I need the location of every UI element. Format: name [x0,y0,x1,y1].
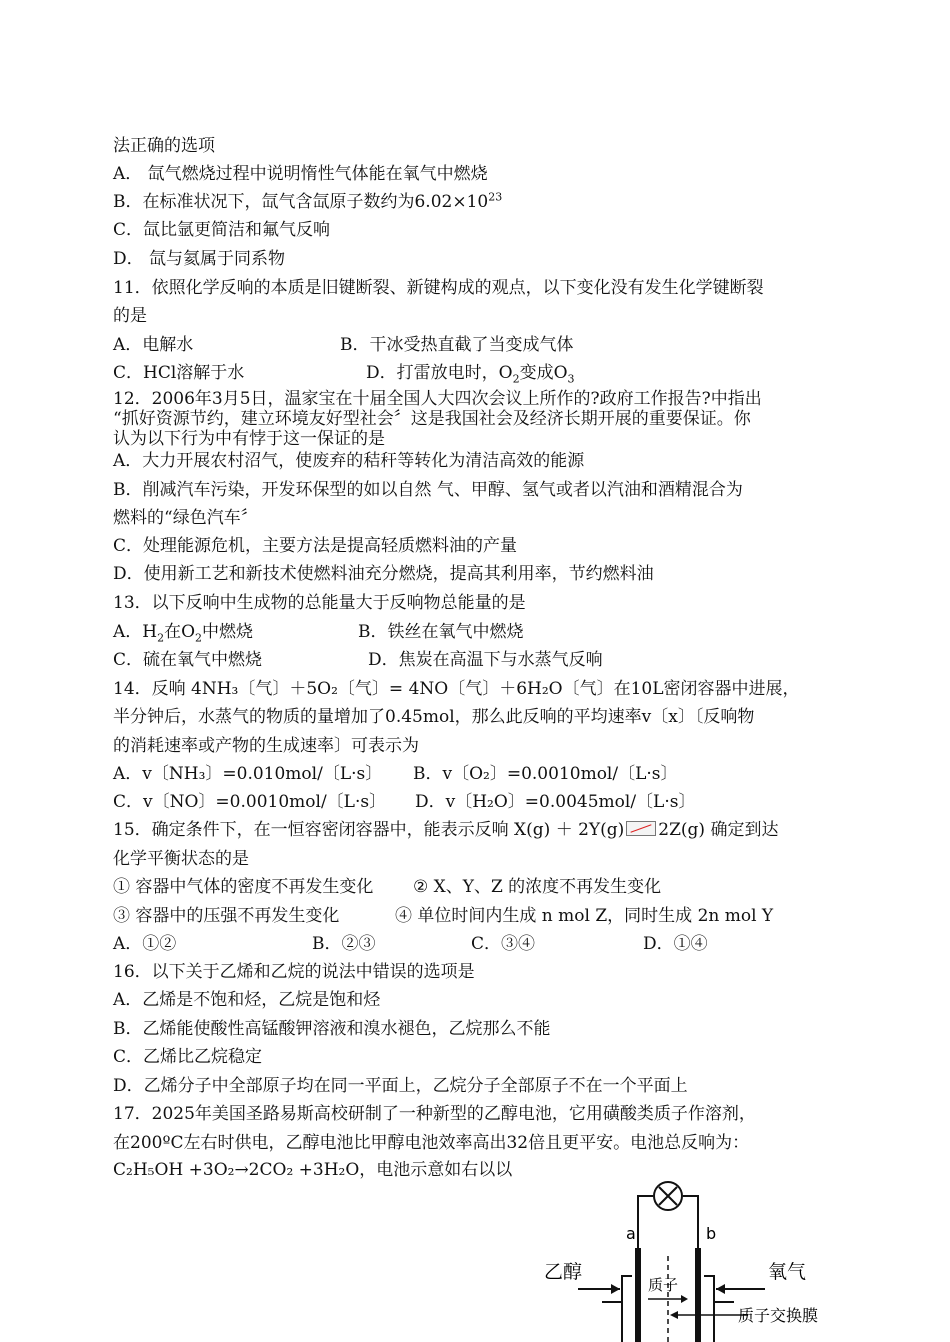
q12-stem: 12．2006年3月5日，温家宝在十届全国人大四次会议上所作的?政府工作报告?中指出 [113,389,762,409]
q14-option-a: A．v〔NH₃〕=0.010mol/〔L·s〕 [113,764,383,784]
q15-option-d: D．①④ [643,934,708,954]
q13-stem: 13．以下反响中生成物的总能量大于反响物总能量的是 [113,593,526,613]
q17-stem: 17．2025年美国圣路易斯高校研制了一种新型的乙醇电池，它用磺酸类质子作溶剂， [113,1104,756,1124]
proton-label: 质子 [648,1276,679,1294]
q15-condition-4: ④ 单位时间内生成 n mol Z，同时生成 2n mol Y [395,906,774,926]
q15-option-a: A．①② [113,934,177,954]
q11-options-ab [113,335,574,355]
q12-stem-cont1: “抓好资源节约，建立环境友好型社会〞这是我国社会及经济长期开展的重要保证。你 [113,409,751,429]
q11-option-d: D．打雷放电时，$O_2$变成$O_3$ [366,363,575,386]
q12-option-b: B．削减汽车污染，开发环保型的如以自然 气、甲醇、氢气或者以汽油和酒精混合为 [113,480,743,500]
membrane-label: 质子交换膜 [738,1306,819,1325]
q15-options [113,934,708,954]
membrane-pointer-head [670,1311,678,1319]
lamp-icon [654,1182,682,1210]
q15-option-c: C．③④ [471,934,536,954]
q15-condition-1: ① 容器中气体的密度不再发生变化 [113,877,374,897]
q10-stem-end: 法正确的选项 [113,136,215,156]
q12-stem-cont2: 认为以下行为中有悖于这一保证的是 [113,429,385,449]
q10-option-b: B．在标准状况下，氙气含氙原子数约为$6.02\times 10^{23}$ [113,190,503,212]
q15-condition-2: ② X、Y、Z 的浓度不再发生变化 [413,877,662,897]
q17-stem-cont2: C₂H₅OH +3O₂→2CO₂ +3H₂O，电池示意如右以以 [113,1160,513,1180]
q16-stem: 16．以下关于乙烯和乙烷的说法中错误的选项是 [113,962,475,982]
electrode-b-label: b [706,1224,717,1243]
q12-option-d: D．使用新工艺和新技术使燃料油充分燃烧，提高其利用率，节约燃料油 [113,564,654,584]
q13-option-b: B．铁丝在氧气中燃烧 [358,622,524,642]
electrode-a [635,1248,641,1342]
q15-stem: 15．确定条件下，在一恒容密闭容器中，能表示反响 X(g) ＋ 2Y(g) 2Z(g) 确定到达 [113,820,779,840]
q12-option-a: A．大力开展农村沼气，使废弃的秸秆等转化为清洁高效的能源 [113,451,585,471]
electrode-b [695,1248,701,1342]
oxygen-arrow-head [716,1284,725,1294]
q17-stem-cont1: 在200ºC左右时供电，乙醇电池比甲醇电池效率高出32倍且更平安。电池总反响为： [113,1133,750,1153]
q14-stem-cont1: 半分钟后，水蒸气的物质的量增加了0.45mol，那么此反响的平均速率v〔x〕〔反响物 [113,707,755,727]
q14-option-b: B．v〔O₂〕=0.0010mol/〔L·s〕 [413,764,678,784]
q15-conditions-34 [113,906,774,926]
q12-option-c: C．处理能源危机，主要方法是提高轻质燃料油的产量 [113,536,518,556]
q14-options-ab [113,764,678,784]
q14-stem-cont2: 的消耗速率或产物的生成速率〕可表示为 [113,736,419,756]
q11-stem: 11．依照化学反响的本质是旧键断裂、新键构成的观点，以下变化没有发生化学键断裂 [113,278,764,298]
q11-stem-cont: 的是 [113,306,147,326]
q16-option-b: B．乙烯能使酸性高锰酸钾溶液和溴水褪色，乙烷那么不能 [113,1019,551,1039]
q11-option-a: A．电解水 [113,335,194,355]
q13-options-cd [113,650,603,670]
q14-stem: 14．反响 4NH₃〔气〕＋5O₂〔气〕= 4NO〔气〕＋6H₂O〔气〕在10L密闭容器中进展， [113,679,800,699]
q11-options-cd [113,363,575,386]
q16-option-d: D．乙烯分子中全部原子均在同一平面上，乙烷分子全部原子不在一个平面上 [113,1076,688,1096]
q14-options-cd [113,792,696,812]
q13-option-a: A．$H_2$在$O_2$中燃烧 [113,622,254,645]
q14-option-c: C．v〔NO〕=0.0010mol/〔L·s〕 [113,792,387,812]
q16-option-a: A．乙烯是不饱和烃，乙烷是饱和烃 [113,990,381,1010]
equilibrium-arrow-icon [626,821,656,836]
q11-option-c: C．HCl溶解于水 [113,363,245,383]
q13-options-ab [113,622,524,645]
q13-option-c: C．硫在氧气中燃烧 [113,650,263,670]
fuel-cell-diagram [540,1178,840,1342]
q16-option-c: C．乙烯比乙烷稳定 [113,1047,263,1067]
q10-option-c: C．氙比氩更简洁和氟气反响 [113,220,331,240]
q10-option-a: A． 氙气燃烧过程中说明惰性气体能在氧气中燃烧 [113,164,488,184]
proton-flow-arrow-head [681,1295,688,1303]
q15-stem-cont: 化学平衡状态的是 [113,849,249,869]
electrode-a-label: a [626,1224,636,1243]
q15-condition-3: ③ 容器中的压强不再发生变化 [113,906,340,926]
oxygen-label: 氧气 [768,1261,807,1283]
q12-option-b-cont: 燃料的“绿色汽车〞 [113,508,258,528]
q14-option-d: D．v〔H₂O〕=0.0045mol/〔L·s〕 [415,792,696,812]
q15-conditions-12 [113,877,662,897]
q13-option-d: D．焦炭在高温下与水蒸气反响 [368,650,603,670]
q15-option-b: B．②③ [312,934,376,954]
q10-option-d: D． 氙与氦属于同系物 [113,249,286,269]
ethanol-arrow-head [611,1284,620,1294]
ethanol-label: 乙醇 [544,1261,583,1283]
q11-option-b: B．干冰受热直截了当变成气体 [340,335,574,355]
